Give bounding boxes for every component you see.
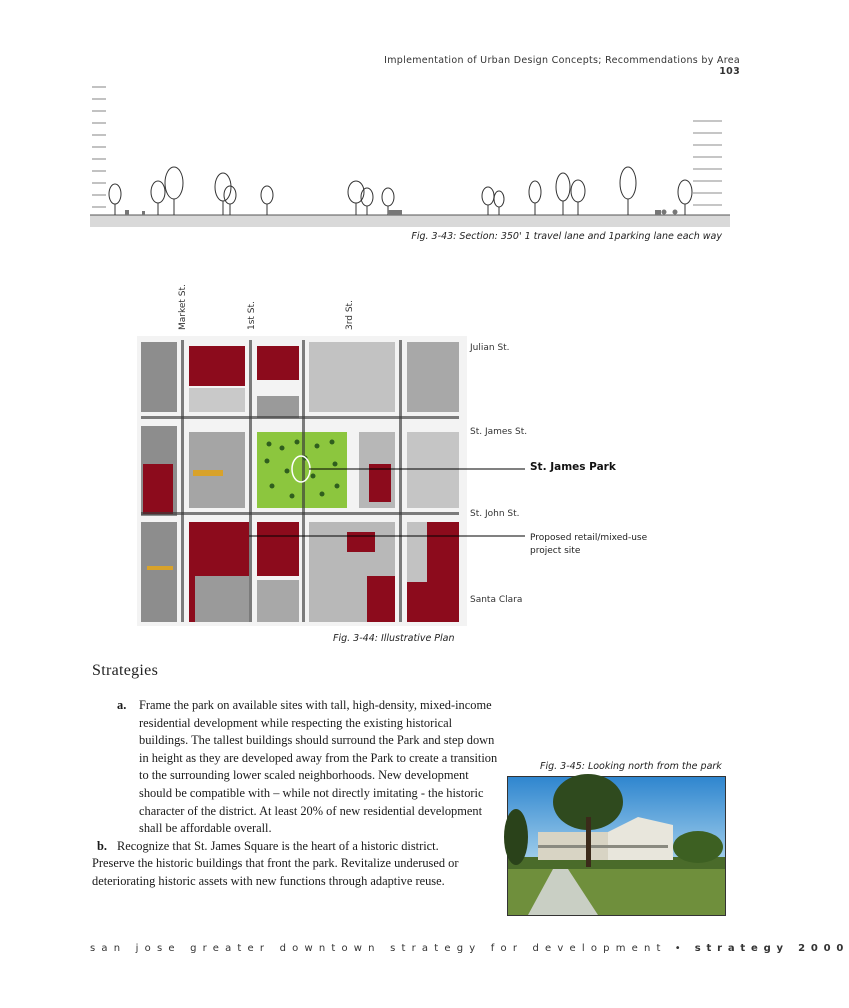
illustrative-plan-map xyxy=(137,336,467,626)
park-photo xyxy=(507,776,726,916)
footer-right: strategy 2000 xyxy=(694,943,849,954)
strategy-a-text: Frame the park on available sites with tall, high-density, mixed-income residential development while respecting the existing historical buildings. The tallest buildings should surround the Park and step down in height as they are developed away from the Park to create a transition to the surrounding lower scaled neighborhoods. New development should be compatible with – while not directly imitating - the historic character of the district. At least 20% of new residential development shall be affordable overall. xyxy=(139,698,498,836)
footer-left: san jose greater downtown strategy for development xyxy=(90,943,667,954)
running-header xyxy=(360,55,740,77)
height-scale-left xyxy=(92,87,106,207)
fig-3-43-caption: Fig. 3-43: Section: 350' 1 travel lane and 1parking lane each way xyxy=(411,231,722,242)
strategies-heading: Strategies xyxy=(92,662,159,679)
fig-3-45-caption: Fig. 3-45: Looking north from the park xyxy=(540,761,722,772)
strategies-list xyxy=(92,697,502,891)
strategy-b-marker: b. xyxy=(97,838,107,853)
strategy-b xyxy=(92,838,502,891)
height-scale-right xyxy=(693,121,722,205)
page-footer xyxy=(90,943,849,954)
street-label-1st: 1st St. xyxy=(247,301,257,330)
ground-band xyxy=(90,215,730,227)
fig-3-44-caption: Fig. 3-44: Illustrative Plan xyxy=(333,633,455,644)
street-label-santa-clara: Santa Clara xyxy=(470,595,523,605)
proposed-site-callout: Proposed retail/mixed-use project site xyxy=(530,533,648,556)
callout-leaders xyxy=(467,462,527,542)
streetscape-details xyxy=(125,210,678,216)
street-section-drawing xyxy=(90,75,730,230)
footer-bullet: • xyxy=(674,943,687,954)
page-number: 103 xyxy=(719,66,740,77)
street-label-market: Market St. xyxy=(178,284,188,330)
running-title: Implementation of Urban Design Concepts; Recommendations by Area xyxy=(384,55,740,66)
strategy-a xyxy=(92,697,502,838)
strategy-b-text-first: Recognize that St. James Square is the heart of a historic district. xyxy=(117,838,439,853)
street-label-st-james: St. James St. xyxy=(470,427,528,437)
street-label-st-john: St. John St. xyxy=(470,509,520,519)
strategy-b-text-rest: Preserve the historic buildings that front the park. Revitalize underused or deteriorating historic assets with new functions through adaptive reuse. xyxy=(92,856,459,888)
street-label-3rd: 3rd St. xyxy=(345,300,355,330)
strategy-a-marker: a. xyxy=(117,698,127,712)
st-james-park-callout: St. James Park xyxy=(530,461,616,473)
street-label-julian: Julian St. xyxy=(470,343,510,353)
trees xyxy=(109,167,692,215)
